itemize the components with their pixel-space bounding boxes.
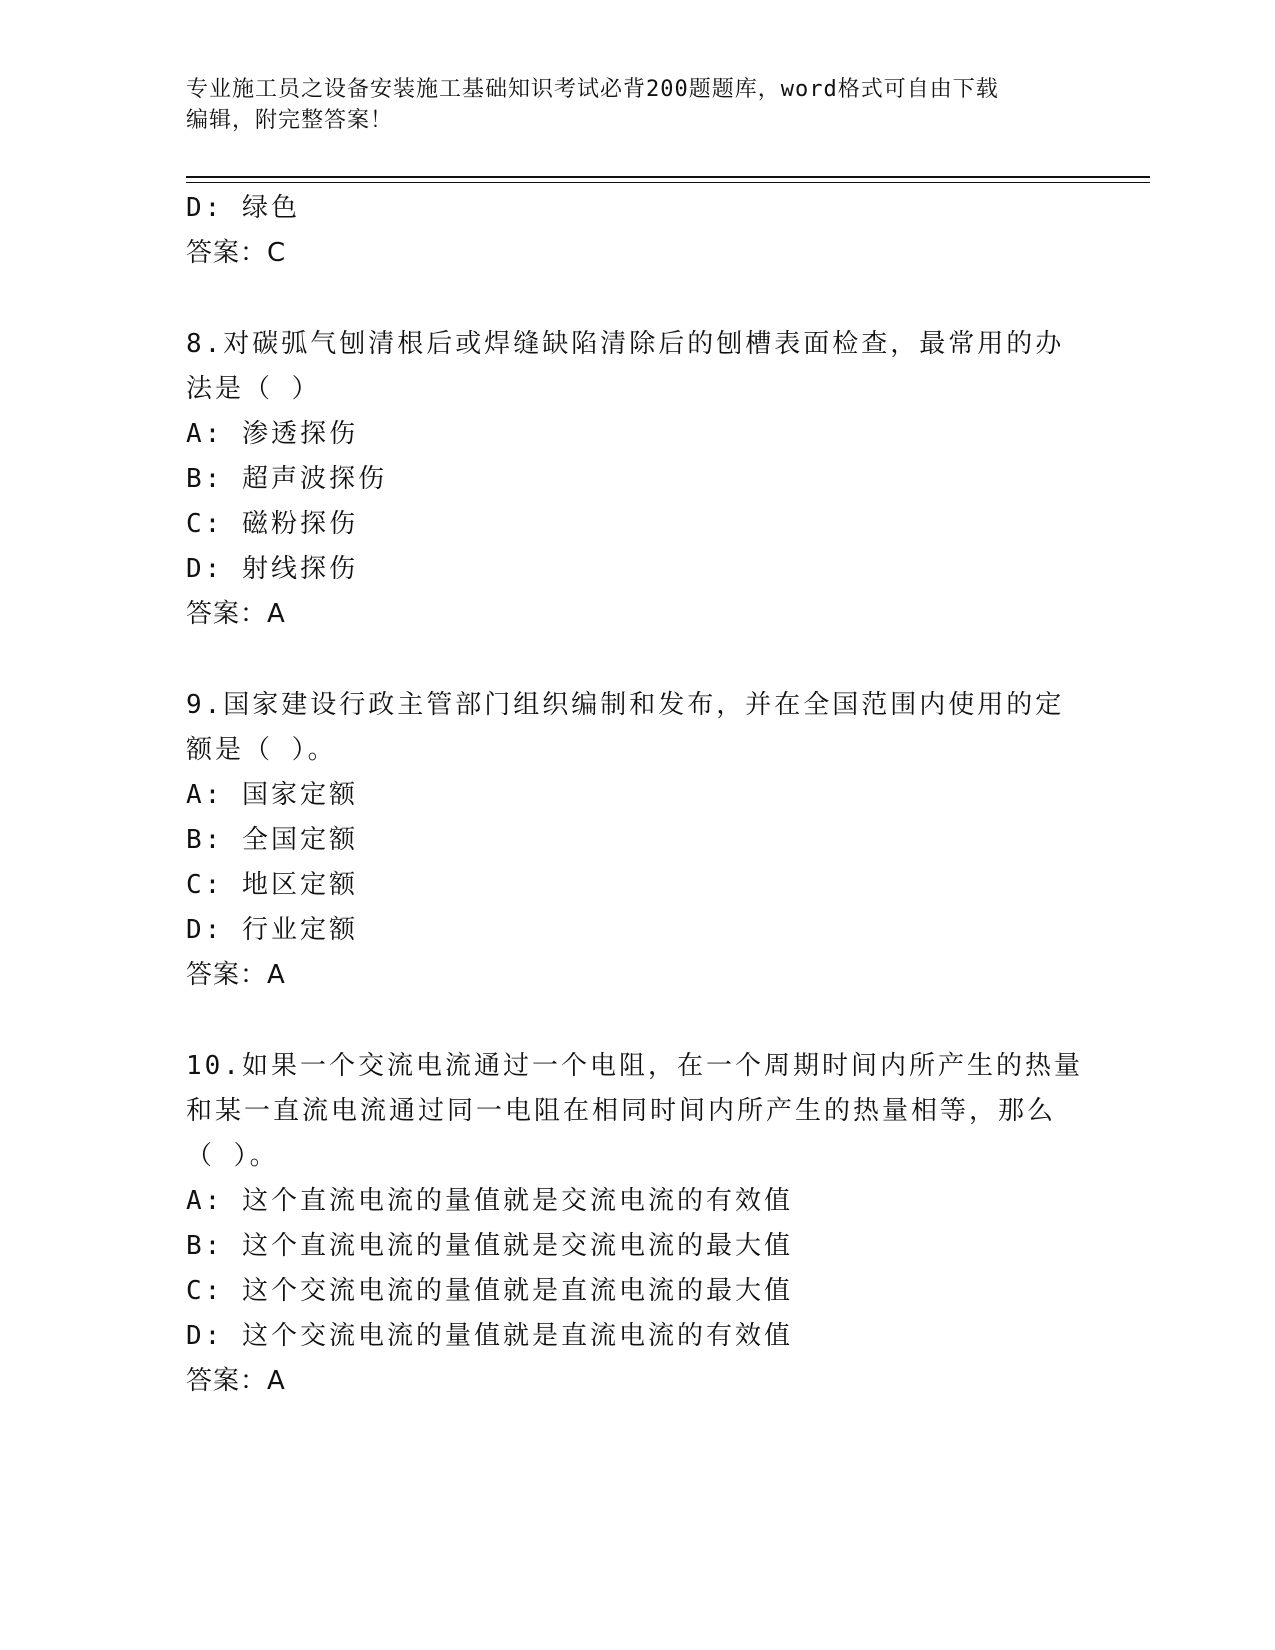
option-b: B: 超声波探伤	[186, 464, 387, 494]
question-10	[186, 1044, 1086, 1404]
question-stem: 8.对碳弧气刨清根后或焊缝缺陷清除后的刨槽表面检查，最常用的办	[186, 329, 1065, 359]
answer-line: 答案：C	[186, 238, 287, 268]
header-line-2: 编辑，附完整答案！	[186, 108, 394, 133]
question-list	[186, 186, 1086, 1404]
question-8	[186, 322, 1086, 637]
question-stem: 10.如果一个交流电流通过一个电阻，在一个周期时间内所产生的热量	[186, 1051, 1083, 1081]
option-c: C: 磁粉探伤	[186, 509, 358, 539]
answer-line: 答案：A	[186, 1366, 286, 1396]
question-stem: 法是（ ）	[186, 374, 321, 404]
spacer	[186, 998, 1086, 1044]
question-9	[186, 683, 1086, 998]
option-d: D: 射线探伤	[186, 554, 358, 584]
option-b: B: 全国定额	[186, 825, 358, 855]
question-stem: 和某一直流电流通过同一电阻在相同时间内所产生的热量相等，那么	[186, 1096, 1057, 1126]
option-c: C: 这个交流电流的量值就是直流电流的最大值	[186, 1276, 793, 1306]
option-c: C: 地区定额	[186, 870, 358, 900]
document-header	[186, 74, 1066, 136]
option-d: D: 这个交流电流的量值就是直流电流的有效值	[186, 1321, 793, 1351]
header-line-1: 专业施工员之设备安装施工基础知识考试必背200题题库，word格式可自由下载	[186, 77, 999, 102]
previous-question-tail	[186, 186, 1086, 276]
question-stem: （ ）。	[186, 1141, 279, 1171]
spacer	[186, 276, 1086, 322]
option-d: D: 绿色	[186, 193, 300, 223]
answer-line: 答案：A	[186, 599, 286, 629]
spacer	[186, 637, 1086, 683]
option-a: A: 国家定额	[186, 780, 358, 810]
answer-line: 答案：A	[186, 960, 286, 990]
option-d: D: 行业定额	[186, 915, 358, 945]
option-a: A: 渗透探伤	[186, 419, 358, 449]
option-a: A: 这个直流电流的量值就是交流电流的有效值	[186, 1186, 793, 1216]
option-b: B: 这个直流电流的量值就是交流电流的最大值	[186, 1231, 793, 1261]
question-stem: 9.国家建设行政主管部门组织编制和发布，并在全国范围内使用的定	[186, 690, 1065, 720]
header-divider-thick	[186, 176, 1150, 178]
question-stem: 额是（ ）。	[186, 735, 337, 765]
header-divider-thin	[186, 182, 1150, 183]
